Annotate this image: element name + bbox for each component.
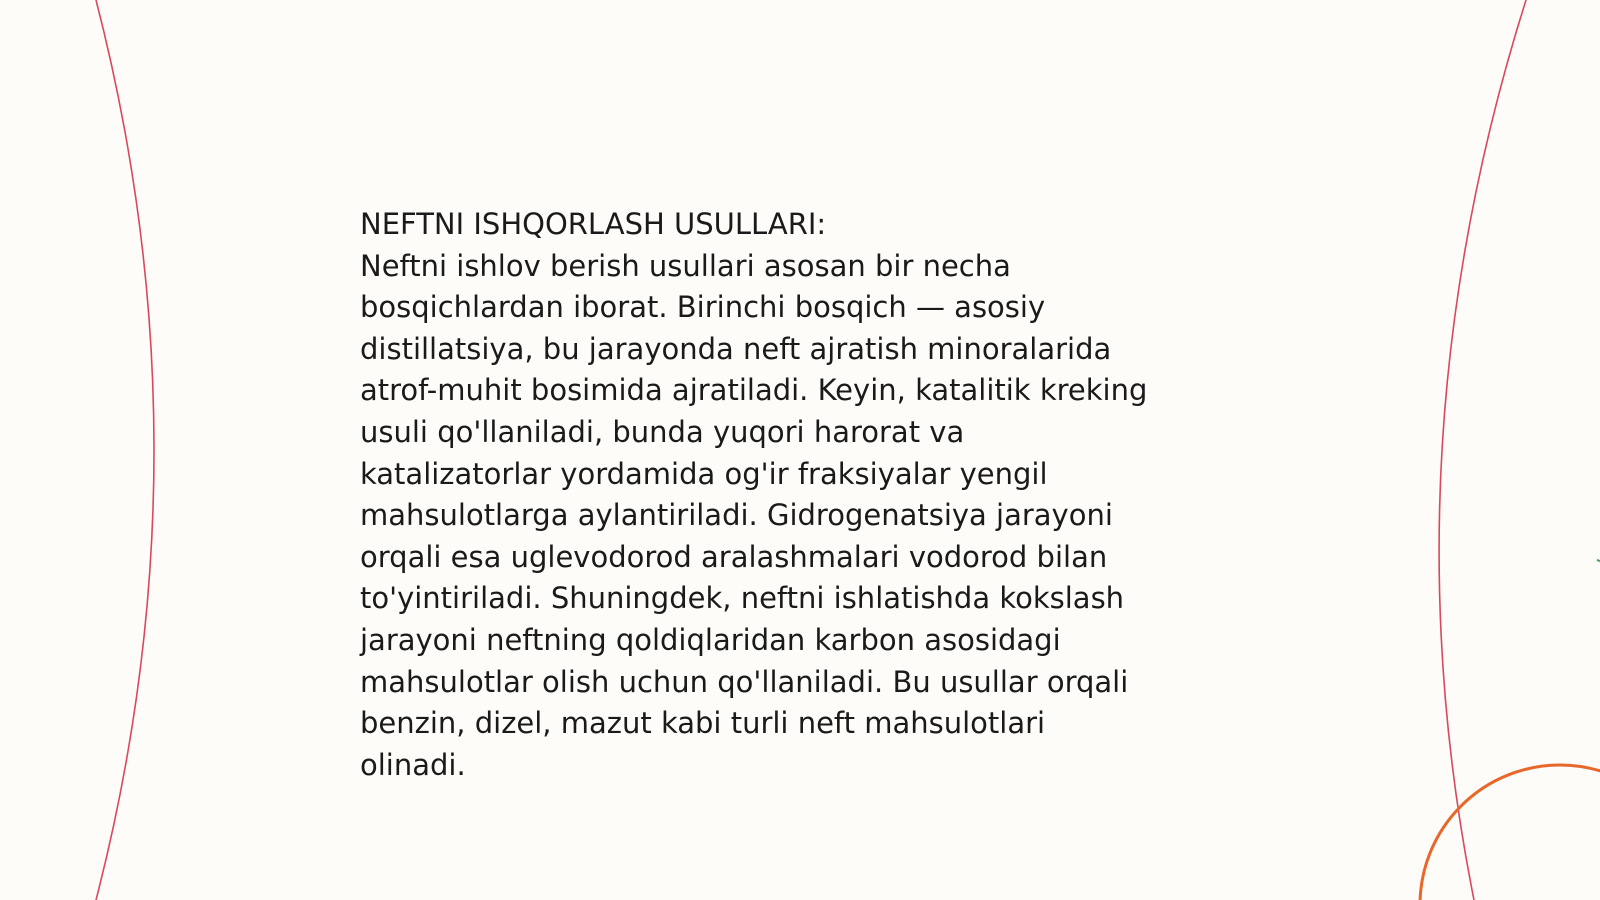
right-curve-line bbox=[1439, 0, 1526, 900]
orange-accent-arc bbox=[1420, 765, 1600, 900]
left-curve-line bbox=[96, 0, 154, 900]
slide-body: Neftni ishlov berish usullari asosan bir necha bosqichlardan iborat. Birinchi bosqich — asosiy distillatsiya, bu jarayonda neft ajratish minoralarida atrof-muhit bosimida ajratiladi. Keyin, katalitik kreking usuli qo'llaniladi, bunda yuqori harorat va katalizatorlar yordamida og'ir fraksiyalar yengil mahsulotlarga aylantiriladi. Gidrogenatsiya jarayoni orqali esa uglevodorod aralashmalari vodorod bilan to'yintiriladi. Shuningdek, neftni ishlatishda kokslash jarayoni neftning qoldiqlaridan karbon asosidagi mahsulotlar olish uchun qo'llaniladi. Bu usullar orqali benzin, dizel, mazut kabi turli neft mahsulotlari olinadi. bbox=[360, 248, 1148, 782]
slide-text-block bbox=[360, 204, 1260, 786]
slide-heading: NEFTNI ISHQORLASH USULLARI: bbox=[360, 207, 827, 241]
